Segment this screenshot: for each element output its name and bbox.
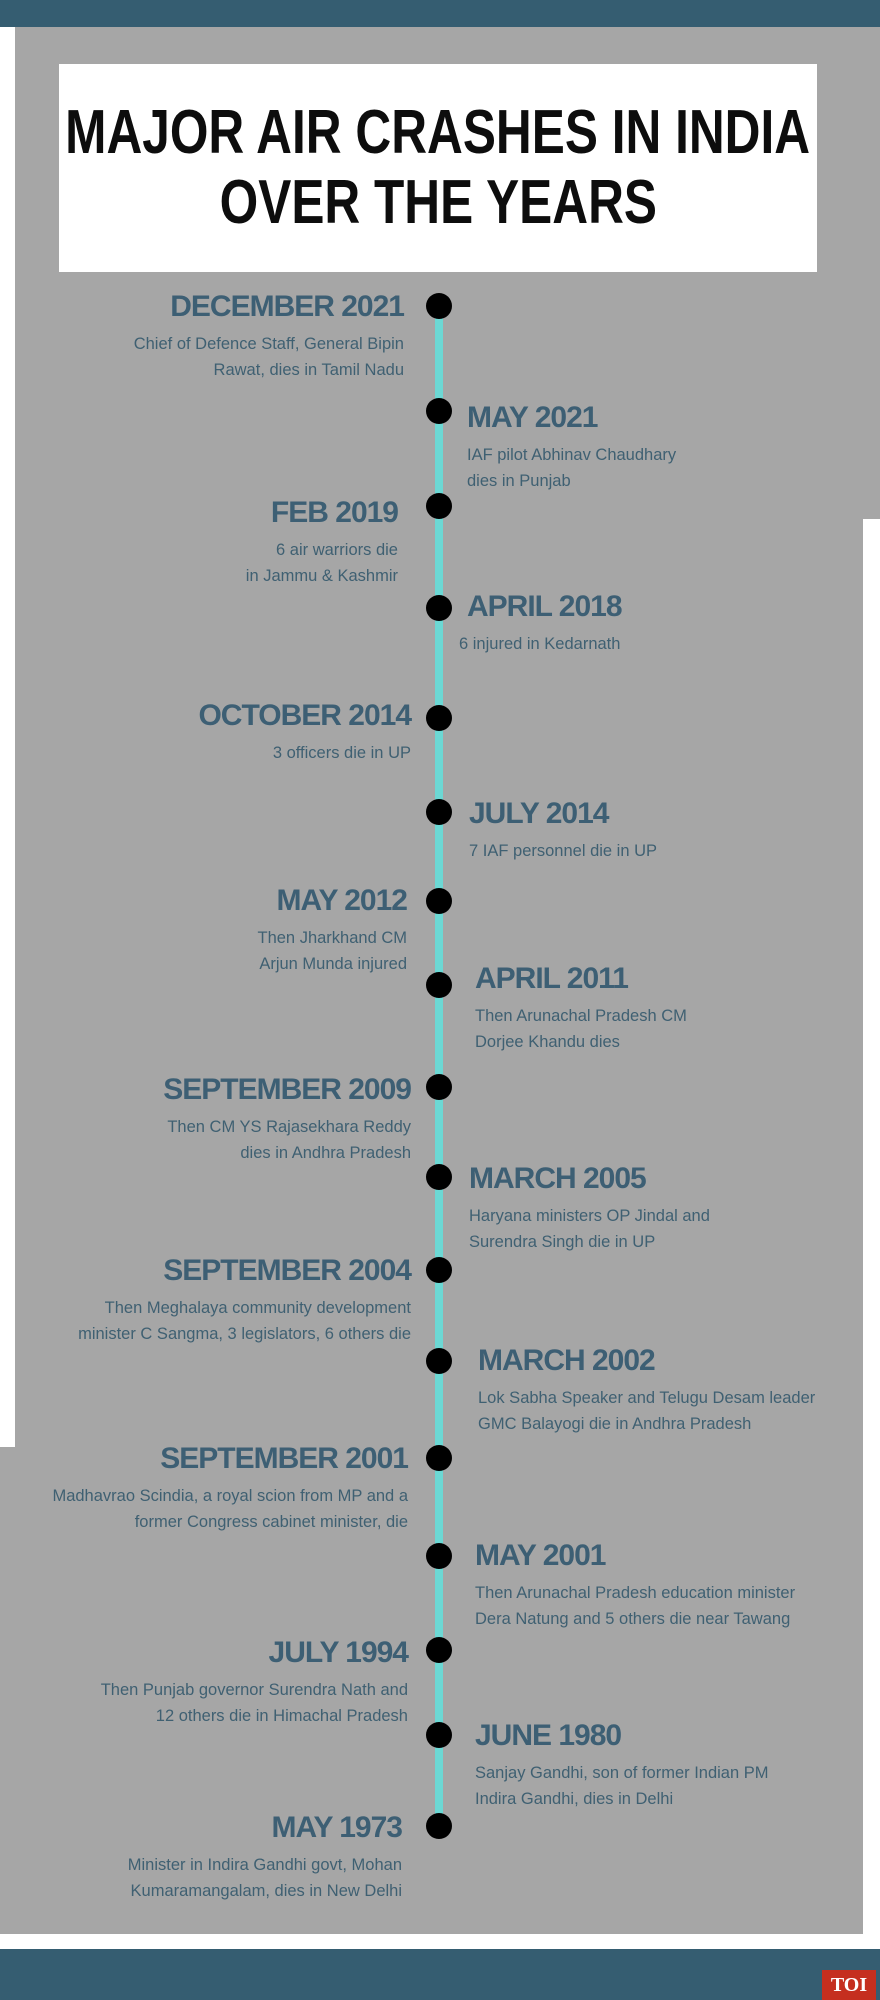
- bottom-banner: [0, 1949, 880, 2000]
- event-date: DECEMBER 2021: [170, 290, 404, 323]
- event-date: MAY 2012: [276, 884, 407, 917]
- timeline-dot: [426, 1074, 452, 1100]
- timeline-dot: [426, 293, 452, 319]
- timeline-dot: [426, 705, 452, 731]
- event-date: SEPTEMBER 2004: [163, 1254, 411, 1287]
- event-description: Minister in Indira Gandhi govt, Mohan Kumaramangalam, dies in New Delhi: [127, 1856, 402, 1900]
- event-date: MARCH 2005: [469, 1162, 646, 1195]
- timeline-event: [258, 883, 408, 977]
- event-description: Then CM YS Rajasekhara Reddy dies in Andhra Pradesh: [167, 1118, 411, 1162]
- event-date: JUNE 1980: [475, 1719, 622, 1752]
- timeline-event: [134, 289, 404, 383]
- event-description: Chief of Defence Staff, General Bipin Rawat, dies in Tamil Nadu: [133, 335, 404, 379]
- event-date: MARCH 2002: [478, 1344, 655, 1377]
- timeline-dot: [426, 1164, 452, 1190]
- timeline-dot: [426, 1637, 452, 1663]
- event-description: Then Meghalaya community development minister C Sangma, 3 legislators, 6 others die: [78, 1299, 411, 1343]
- top-banner: [0, 0, 880, 27]
- timeline-dot: [426, 1257, 452, 1283]
- timeline-dot: [426, 1813, 452, 1839]
- event-description: Lok Sabha Speaker and Telugu Desam leader GMC Balayogi die in Andhra Pradesh: [478, 1389, 816, 1433]
- title-box: [59, 64, 817, 272]
- timeline-event: [52, 1441, 408, 1535]
- timeline-dot: [426, 799, 452, 825]
- event-description: Madhavrao Scindia, a royal scion from MP and a former Congress cabinet minister, die: [52, 1487, 408, 1531]
- timeline-dot: [426, 1348, 452, 1374]
- timeline-event: [163, 1072, 411, 1166]
- timeline-dot: [426, 1445, 452, 1471]
- timeline-event: [459, 589, 622, 657]
- event-date: MAY 2021: [467, 401, 598, 434]
- timeline-dot: [426, 1722, 452, 1748]
- timeline-event: [198, 698, 411, 766]
- event-description: IAF pilot Abhinav Chaudhary dies in Punjab: [467, 446, 677, 490]
- timeline-event: [475, 961, 687, 1055]
- timeline-event: [246, 495, 398, 589]
- event-date: FEB 2019: [270, 496, 398, 529]
- event-description: Then Arunachal Pradesh CM Dorjee Khandu dies: [475, 1007, 687, 1051]
- timeline-dot: [426, 493, 452, 519]
- page-title-line-1: MAJOR AIR CRASHES IN INDIA: [65, 98, 811, 167]
- event-description: Haryana ministers OP Jindal and Surendra Singh die in UP: [469, 1207, 710, 1251]
- event-description: 3 officers die in UP: [272, 744, 411, 762]
- event-description: Sanjay Gandhi, son of former Indian PM Indira Gandhi, dies in Delhi: [475, 1764, 769, 1808]
- event-description: 7 IAF personnel die in UP: [469, 842, 658, 860]
- timeline-event: [467, 400, 676, 494]
- event-date: OCTOBER 2014: [198, 699, 411, 732]
- timeline-event: [469, 796, 657, 864]
- event-description: 6 air warriors die in Jammu & Kashmir: [245, 541, 398, 585]
- timeline-event: [478, 1343, 815, 1437]
- event-date: MAY 2001: [475, 1539, 606, 1572]
- event-description: 6 injured in Kedarnath: [459, 635, 621, 653]
- source-logo: TOI: [822, 1970, 876, 2000]
- event-date: SEPTEMBER 2001: [160, 1442, 408, 1475]
- event-date: APRIL 2018: [467, 590, 622, 623]
- timeline-event: [78, 1253, 411, 1347]
- event-date: JULY 2014: [469, 797, 609, 830]
- timeline-dot: [426, 1543, 452, 1569]
- event-date: SEPTEMBER 2009: [163, 1073, 411, 1106]
- event-description: Then Punjab governor Surendra Nath and 12 others die in Himachal Pradesh: [100, 1681, 408, 1725]
- timeline-dot: [426, 888, 452, 914]
- timeline-line: [435, 304, 443, 1826]
- event-date: JULY 1994: [268, 1636, 408, 1669]
- event-description: Then Jharkhand CM Arjun Munda injured: [257, 929, 407, 973]
- event-date: MAY 1973: [271, 1811, 402, 1844]
- event-description: Then Arunachal Pradesh education minister Dera Natung and 5 others die near Tawang: [475, 1584, 796, 1628]
- timeline-dot: [426, 398, 452, 424]
- timeline-event: [475, 1538, 795, 1632]
- event-date: APRIL 2011: [475, 962, 628, 995]
- timeline-event: [469, 1161, 710, 1255]
- timeline-event: [101, 1635, 408, 1729]
- timeline-event: [128, 1810, 402, 1904]
- page-title-line-2: OVER THE YEARS: [219, 168, 657, 237]
- timeline-dot: [426, 595, 452, 621]
- timeline-dot: [426, 972, 452, 998]
- timeline-event: [475, 1718, 769, 1812]
